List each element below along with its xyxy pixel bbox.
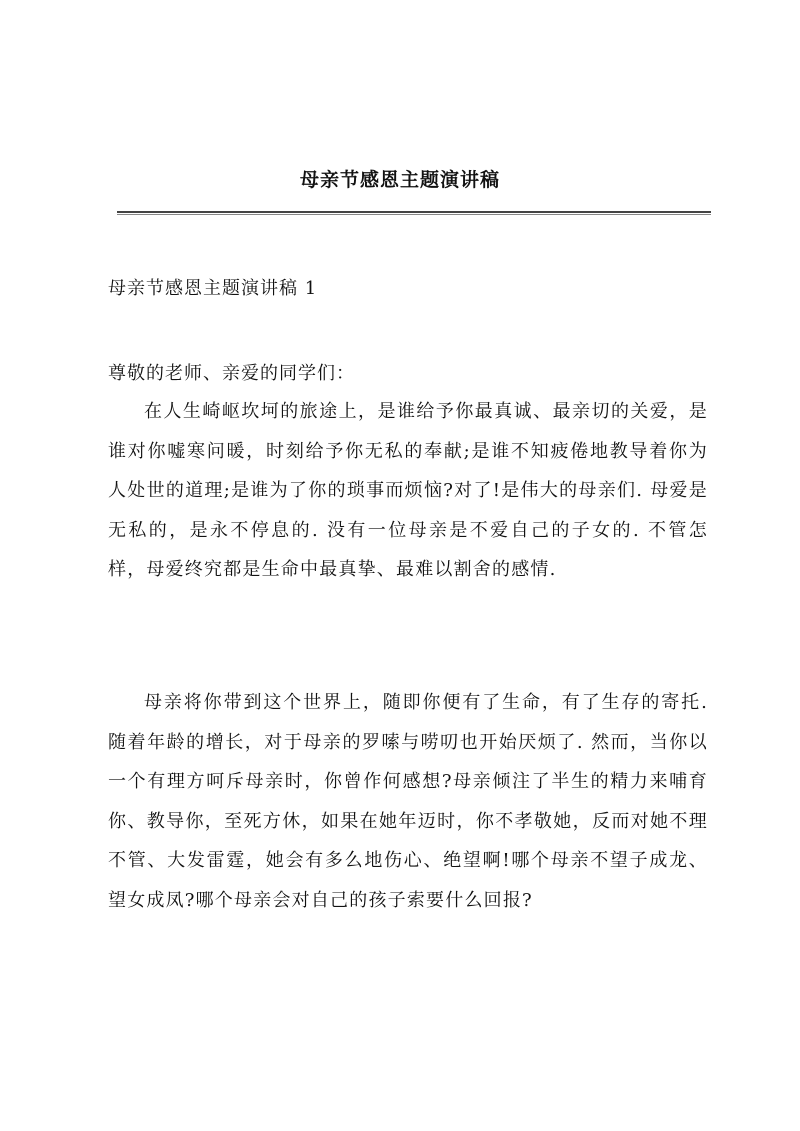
title-divider xyxy=(117,211,711,215)
salutation: 尊敬的老师、亲爱的同学们： xyxy=(108,363,355,384)
document-title: 母亲节感恩主题演讲稿 xyxy=(299,169,500,191)
body-paragraph: 在人生崎岖坎坷的旅途上，是谁给予你最真诚、最亲切的关爱，是谁对你嘘寒问暖，时刻给予你无私的奉献;是谁不知疲倦地教导着你为人处世的道理;是谁为了你的琐事而烦恼?对了!是伟大的母亲们. 母爱是无私的，是永不停息的. 没有一位母亲是不爱自己的子女的. 不管怎样，母爱终究都是生命中最真挚、最难以割舍的感情. xyxy=(108,401,708,581)
body-paragraph: 母亲将你带到这个世界上，随即你便有了生命，有了生存的寄托. 随着年龄的增长，对于母亲的罗嗦与唠叨也开始厌烦了. 然而，当你以一个有理方呵斥母亲时，你曾作何感想?母亲倾注了半生的精力来哺育你、教导你，至死方休，如果在她年迈时，你不孝敬她，反而对她不理不管、大发雷霆，她会有多么地伤心、绝望啊!哪个母亲不望子成龙、望女成凤?哪个母亲会对自己的孩子索要什么回报? xyxy=(108,692,708,911)
section-heading: 母亲节感恩主题演讲稿 1 xyxy=(108,278,318,299)
